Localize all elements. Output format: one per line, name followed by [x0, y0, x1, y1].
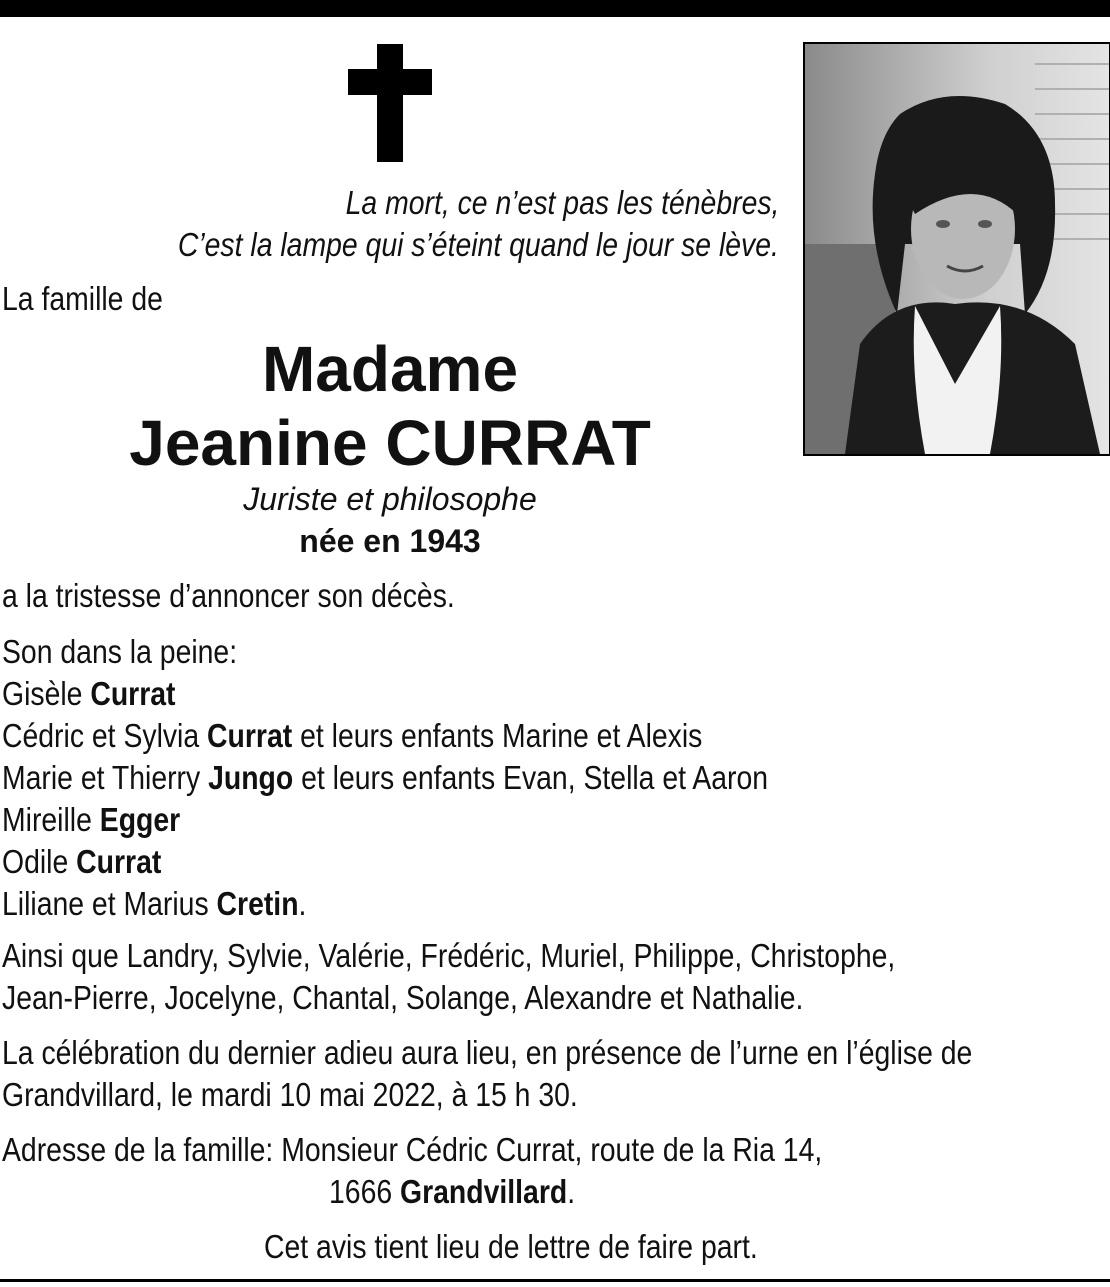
mourner-line: Cédric et Sylvia Currat et leurs enfants Marine et Alexis [2, 717, 703, 754]
address-line-2: 1666 Grandvillard. [329, 1173, 576, 1210]
ceremony-line-1: La célébration du dernier adieu aura lieu, en présence de l’urne en l’église de [2, 1034, 973, 1071]
mourner-line: Mireille Egger [2, 801, 181, 838]
portrait-photo [803, 42, 1110, 456]
announcement-text: a la tristesse d’annoncer son décès. [2, 577, 455, 614]
cross-icon [348, 44, 432, 162]
others-line-2: Jean-Pierre, Jocelyne, Chantal, Solange, Alexandre et Nathalie. [2, 979, 804, 1016]
ceremony-line-2: Grandvillard, le mardi 10 mai 2022, à 15 h 30. [2, 1076, 578, 1113]
mourner-line: Liliane et Marius Cretin. [2, 885, 307, 922]
deceased-title: Madame [261, 333, 519, 405]
deceased-birth: née en 1943 [299, 523, 481, 559]
quote-line-1: La mort, ce n’est pas les ténèbres, [345, 184, 779, 221]
closing-text: Cet avis tient lieu de lettre de faire part. [264, 1228, 758, 1265]
others-line-1: Ainsi que Landry, Sylvie, Valérie, Frédéric, Muriel, Philippe, Christophe, [2, 937, 896, 974]
mourner-line: Marie et Thierry Jungo et leurs enfants Evan, Stella et Aaron [2, 759, 769, 796]
quote-line-2: C’est la lampe qui s’éteint quand le jour se lève. [177, 226, 779, 263]
mourners-heading: Son dans la peine: [2, 633, 238, 670]
address-line-1: Adresse de la famille: Monsieur Cédric Currat, route de la Ria 14, [2, 1131, 823, 1168]
deceased-name: Jeanine CURRAT [129, 407, 651, 479]
mourner-line: Gisèle Currat [2, 675, 176, 712]
intro-text: La famille de [2, 280, 163, 317]
bottom-border [0, 1279, 1110, 1282]
mourner-line: Odile Currat [2, 843, 162, 880]
top-border [0, 0, 1110, 17]
deceased-profession: Juriste et philosophe [243, 481, 537, 517]
